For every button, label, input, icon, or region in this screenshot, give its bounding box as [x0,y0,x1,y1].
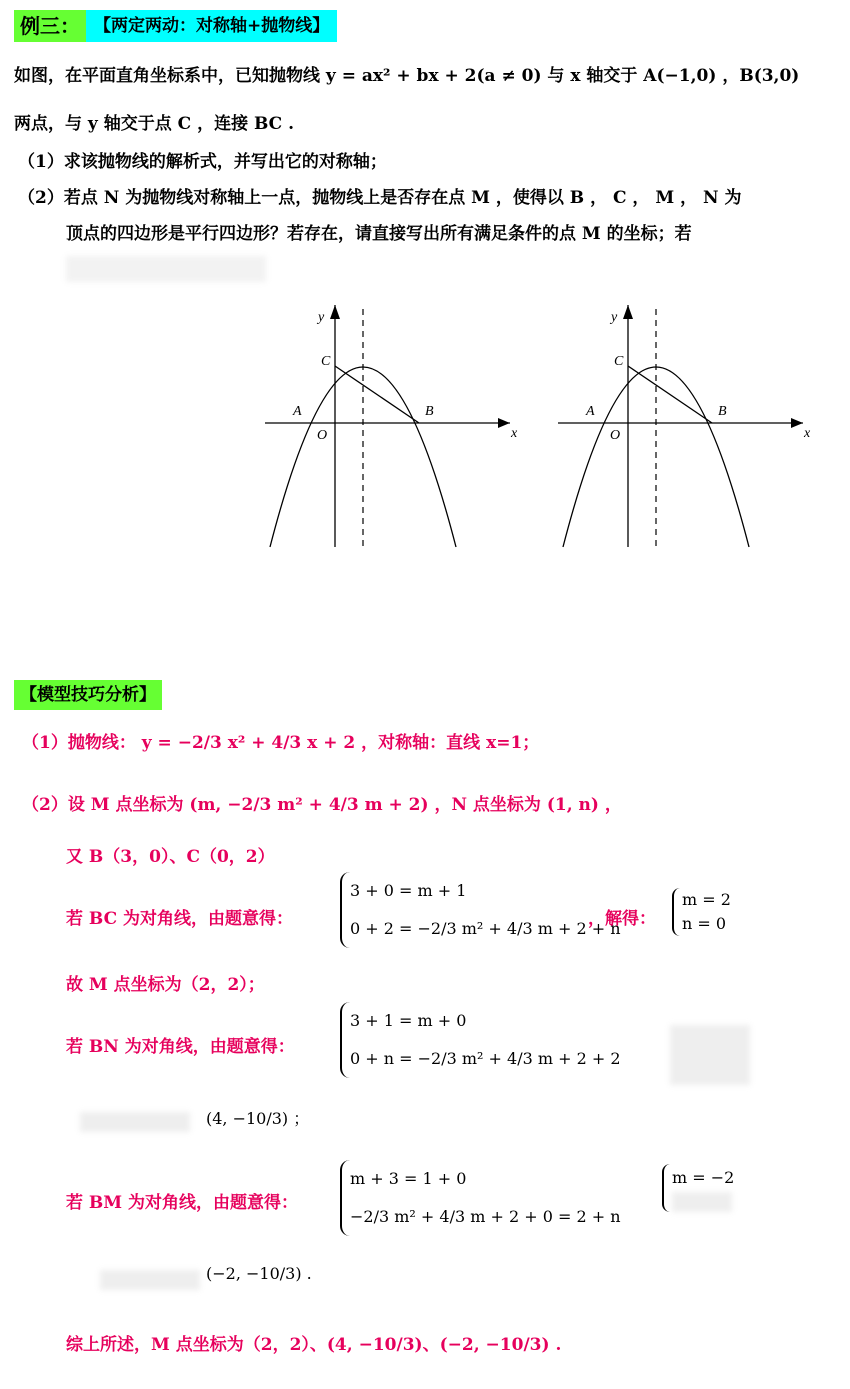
label-b: B [425,404,434,419]
svg-text:O: O [610,428,621,443]
case3-lead: 若 BM 为对角线，由题意得： [66,1193,299,1213]
y-arrow-icon [623,305,633,319]
question-2a: （2）若点 N 为抛物线对称轴上一点，抛物线上是否存在点 M ，使得以 B ， C ， M ， N 为 [18,188,742,208]
blurred-text [100,1270,200,1290]
case3-point: (−2, −10/3) . [206,1264,312,1283]
case1-lead: 若 BC 为对角线，由题意得： [66,909,294,929]
blurred-text [80,1112,190,1132]
summary: 综上所述，M 点坐标为（2，2）、(4, −10/3)、(−2, −10/3) . [66,1335,562,1355]
case1-system [340,872,621,948]
svg-text:B: B [718,404,727,419]
case3-system [340,1160,621,1236]
question-1: （1）求该抛物线的解析式，并写出它的对称轴； [18,152,387,172]
example-header [14,10,337,42]
case1-sol2: n = 0 [682,914,727,933]
topic-label: 【两定两动：对称轴+抛物线】 [86,10,337,42]
svg-text:x: x [804,426,811,441]
case1-solution [672,888,731,936]
case1-solve: ，解得： [588,909,656,929]
y-arrow-icon [330,305,340,319]
segment-bc [335,366,419,423]
case3-solution [662,1164,734,1212]
problem-line-2: 两点，与 y 轴交于点 C ，连接 BC . [14,114,295,134]
label-y: y [318,310,325,325]
x-arrow-icon [791,418,803,428]
given-points: 又 B（3，0）、C（0，2） [66,847,275,867]
svg-text:y: y [611,310,618,325]
figure-right [558,305,811,547]
case3-sol1: m = −2 [672,1168,735,1187]
example-label: 例三： [14,10,86,42]
case1-eq2: 0 + 2 = −2/3 m² + 4/3 m + 2 + n [350,919,621,938]
case2-system [340,1002,621,1078]
label-o: O [317,428,328,443]
case1-eq1: 3 + 0 = m + 1 [350,881,467,900]
x-arrow-icon [498,418,510,428]
case2-eq2: 0 + n = −2/3 m² + 4/3 m + 2 + 2 [350,1049,621,1068]
svg-text:A: A [586,404,595,419]
case3-eq2: −2/3 m² + 4/3 m + 2 + 0 = 2 + n [350,1207,621,1226]
blurred-text [66,256,266,282]
case1-sol1: m = 2 [682,890,731,909]
case2-eq1: 3 + 1 = m + 0 [350,1011,467,1030]
question-2b: 顶点的四边形是平行四边形？若存在，请直接写出所有满足条件的点 M 的坐标；若 [66,224,692,244]
case1-result: 故 M 点坐标为（2，2）； [66,975,265,995]
label-a: A [293,404,302,419]
case2-point: (4, −10/3) ； [206,1109,310,1128]
problem-line-1: 如图，在平面直角坐标系中，已知抛物线 y = ax² + bx + 2(a ≠ 0) 与 x 轴交于 A(−1,0) ，B(3,0) [14,66,800,86]
analysis-title: 【模型技巧分析】 [14,680,162,710]
label-x: x [511,426,518,441]
case3-eq1: m + 3 = 1 + 0 [350,1169,467,1188]
case2-lead: 若 BN 为对角线，由题意得： [66,1037,295,1057]
solution-2: （2）设 M 点坐标为 (m, −2/3 m² + 4/3 m + 2) ，N 点坐标为 (1, n) ， [22,795,622,815]
svg-text:C: C [614,354,624,369]
blurred-solution [670,1025,750,1085]
solution-1: （1）抛物线： y = −2/3 x² + 4/3 x + 2 ，对称轴：直线 x=1； [22,733,540,753]
label-c: C [321,354,331,369]
parabola-figures [255,295,825,555]
figure-left [265,305,518,547]
